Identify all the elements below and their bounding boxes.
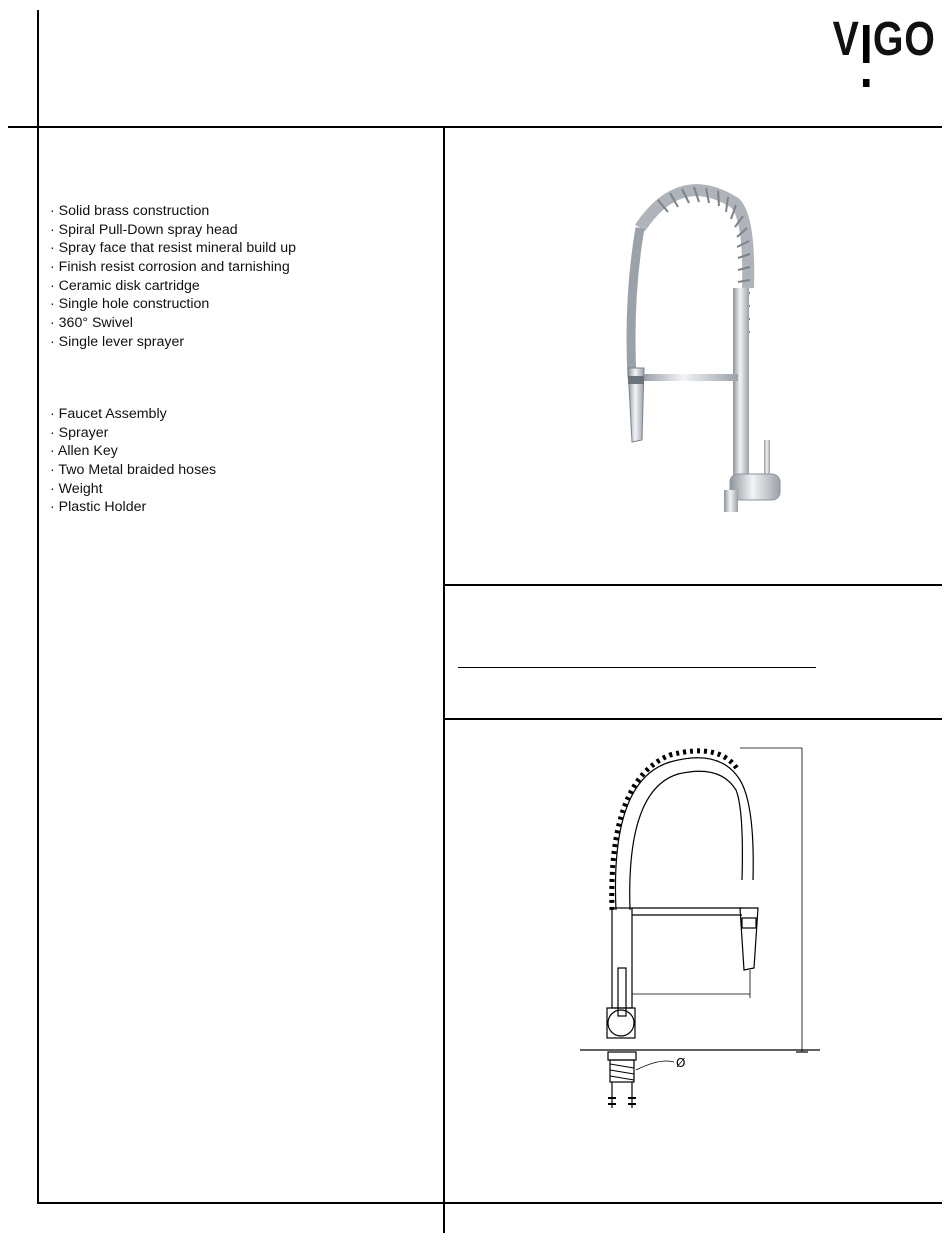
include-item: · Two Metal braided hoses — [50, 461, 216, 480]
faucet-technical-drawing — [560, 740, 840, 1120]
blank-underline — [458, 667, 816, 668]
features-list — [50, 202, 296, 352]
left-margin-rule — [37, 10, 39, 1204]
vigo-logo — [832, 13, 936, 66]
diameter-symbol: Ø — [676, 1056, 686, 1070]
include-item: · Faucet Assembly — [50, 405, 216, 424]
footer-rule — [37, 1202, 942, 1204]
column-divider — [443, 127, 445, 1233]
feature-item: · Spiral Pull-Down spray head — [50, 221, 296, 240]
faucet-product-photo — [600, 178, 790, 518]
includes-list — [50, 405, 216, 517]
include-item: · Allen Key — [50, 442, 216, 461]
include-item: · Plastic Holder — [50, 498, 216, 517]
feature-item: · Finish resist corrosion and tarnishing — [50, 258, 296, 277]
feature-item: · Spray face that resist mineral build up — [50, 239, 296, 258]
section-rule-drawing-top — [444, 718, 942, 720]
feature-item: · Ceramic disk cartridge — [50, 277, 296, 296]
logo-part-v: V — [832, 13, 861, 66]
section-rule-image-bottom — [444, 584, 942, 586]
include-item: · Weight — [50, 480, 216, 499]
feature-item: · Single lever sprayer — [50, 333, 296, 352]
logo-part-go: GO — [873, 13, 936, 66]
feature-item: · Solid brass construction — [50, 202, 296, 221]
feature-item: · Single hole construction — [50, 295, 296, 314]
feature-item: · 360° Swivel — [50, 314, 296, 333]
header-rule — [8, 126, 942, 128]
include-item: · Sprayer — [50, 424, 216, 443]
